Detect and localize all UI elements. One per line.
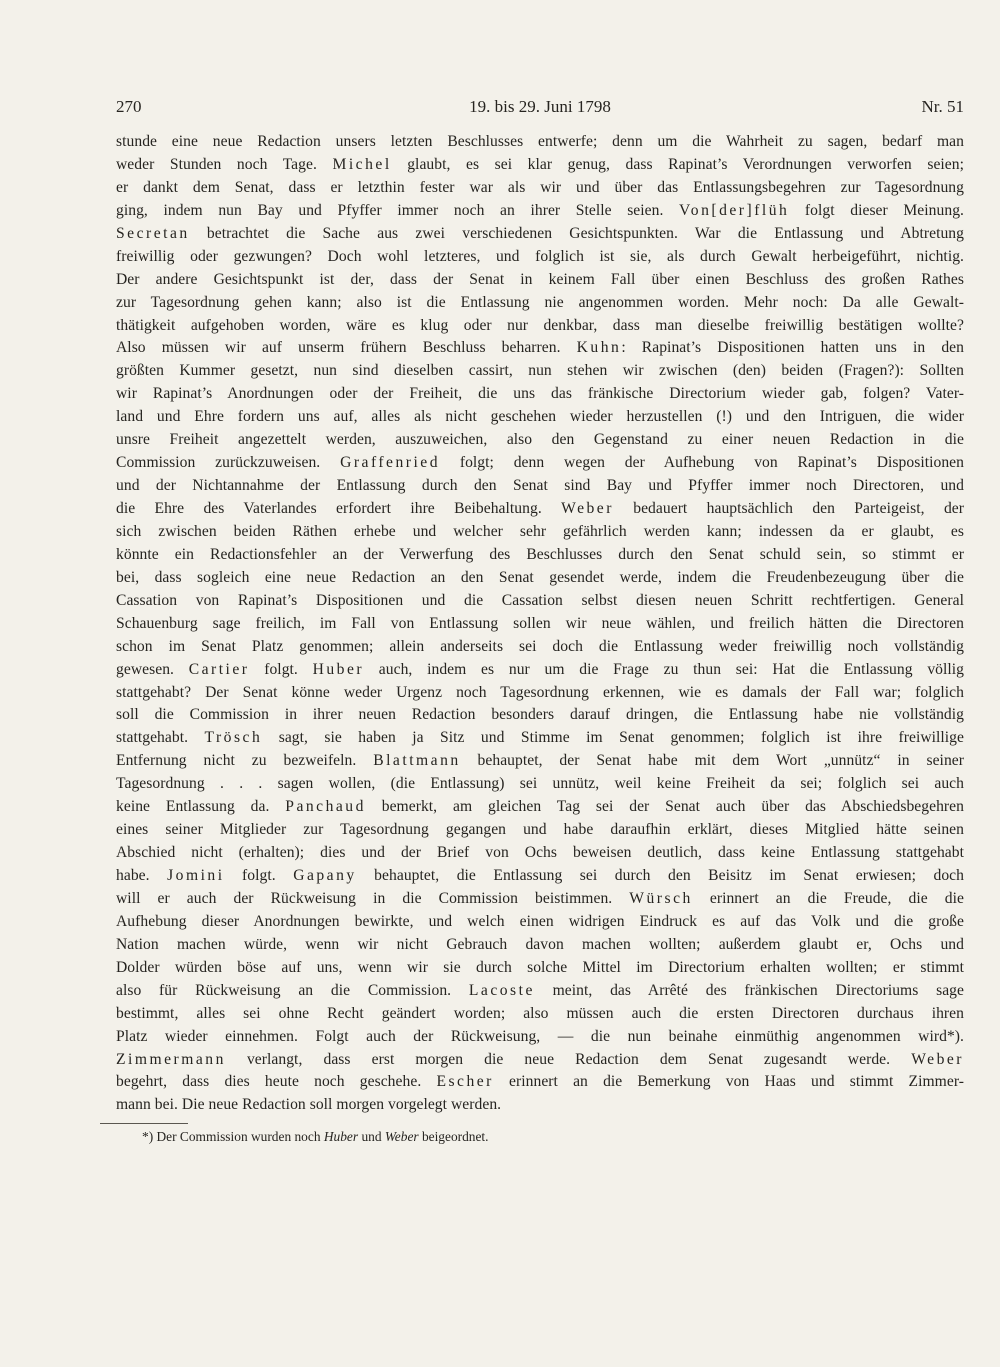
text-run: mann bei. Die neue Redaction soll morgen vorgelegt werden. <box>116 1096 502 1114</box>
body-text <box>116 131 964 1117</box>
text-run: Commission zurückzuweisen. <box>116 454 341 472</box>
footnote-text-end: beigeordnet. <box>418 1129 489 1144</box>
text-run: stunde eine neue Redaction unsers letzten Beschlusses entwerfe; denn um die Wahrheit zu sagen, bedarf man <box>116 133 964 150</box>
text-line <box>116 682 964 705</box>
text-run: Cassation von Rapinat’s Dispositionen und die Cassation selbst diesen neuen Schritt rechtfertigen. General <box>116 591 964 609</box>
text-line <box>116 544 964 567</box>
text-run: bemerkt, am gleichen Tag sei der Senat auch über das Abschiedsbegehren <box>365 798 964 816</box>
footnote-rule <box>100 1123 188 1124</box>
text-run: Entfernung nicht zu bezweifeln. <box>116 752 374 770</box>
page-number: 270 <box>116 97 142 116</box>
text-run: sagt, sie haben ja Sitz und Stimme im Senat genommen; folglich ist ihre freiwillige <box>262 729 965 747</box>
text-line <box>116 498 964 521</box>
speaker-name: Cartier <box>188 660 250 678</box>
text-line <box>116 934 964 957</box>
text-run: Schauenburg sage freilich, im Fall von Entlassung sollen wir neue wählen, und freilich hätten die Directoren <box>116 614 964 632</box>
text-run: Platz wieder einnehmen. Folgt auch der Rückweisung, — die nun beinahe einmüthig angenommen wird*). <box>116 1027 964 1045</box>
text-line <box>116 636 964 659</box>
text-run: unsre Freiheit angezettelt werden, auszuweichen, also den Gegenstand zu einer neuen Redaction in die <box>116 431 964 449</box>
speaker-name: Zimmermann <box>116 1050 226 1068</box>
text-run: folgt. <box>249 660 313 678</box>
text-run: meint, das Arrêté des fränkischen Directoriums sage <box>534 981 964 999</box>
text-run: die Ehre des Vaterlandes erfordert ihre Beibehaltung. <box>116 500 562 517</box>
text-run: Der andere Gesichtspunkt ist der, dass der Senat in keinem Fall über einen Beschluss des großen Rathes <box>116 270 964 288</box>
speaker-name: Panchaud <box>285 798 366 816</box>
text-run: erinnert an die Freude, die die <box>692 889 964 907</box>
speaker-name: Huber <box>312 660 365 678</box>
text-run: land und Ehre fordern uns auf, alles als nicht geschehen wieder herzustellen (!) und den Intriguen, die wider <box>116 408 964 426</box>
text-run: Tagesordnung . . . sagen wollen, (die Entlassung) sei unnütz, weil keine Freiheit da sei; folglich sei auch <box>116 775 964 793</box>
text-line <box>116 1026 964 1049</box>
text-run: soll die Commission in ihrer neuen Redaction besonders darauf dringen, die Entlassung habe nie vollständig <box>116 706 964 724</box>
text-run: Aufhebung dieser Anordnungen bewirkte, und welch einen widrigen Eindruck es auf das Volk und die große <box>116 912 964 930</box>
speaker-name: Graffenried <box>340 454 441 472</box>
text-run: zur Tagesordnung gehen kann; also ist die Entlassung nie angenommen worden. Mehr noch: Da alle Gewalt- <box>116 293 964 311</box>
text-line <box>116 337 964 360</box>
speaker-name: Jomini <box>167 867 225 884</box>
text-run: schon im Senat Platz genommen; allein anderseits sei doch die Entlassung weder freiwillig noch vollständig <box>116 637 964 655</box>
text-line <box>116 246 964 269</box>
text-line <box>116 750 964 773</box>
text-run: größten Kummer gesetzt, nun sind dieselben cassirt, nun stehen wir zwischen (den) beiden (Fragen?): Sollten <box>116 362 964 380</box>
text-run: weder Stunden noch Tage. <box>116 155 333 173</box>
text-run: will er auch der Rückweisung in die Commission beistimmen. <box>116 889 630 907</box>
text-run: behauptet, der Senat habe mit dem Wort „unnütz“ in seiner <box>460 752 964 770</box>
text-line <box>116 154 964 177</box>
text-line <box>116 911 964 934</box>
text-run: folgt. <box>224 867 294 884</box>
speaker-name: Trösch <box>204 729 263 747</box>
text-line <box>116 1049 964 1072</box>
text-run: Nation machen würde, wenn wir nicht Gebrauch davon machen wollten; außerdem glaubt er, Ochs und <box>116 935 964 953</box>
text-run: ging, indem nun Bay und Pfyffer immer noch an ihrer Stelle seien. <box>116 201 680 219</box>
text-run: thätigkeit aufgehoben worden, wäre es klug oder nur denkbar, dass man dieselbe freiwillig bestätigen wollte? <box>116 316 964 334</box>
text-run: eines seiner Mitglieder zur Tagesordnung gegangen und habe daraufhin erklärt, dieses Mitglied hätte seinen <box>116 821 964 839</box>
speaker-name: Von[der]flüh <box>679 201 790 219</box>
text-run: habe. <box>116 867 168 884</box>
text-line <box>116 704 964 727</box>
text-run: bedauert hauptsächlich den Parteigeist, der <box>613 500 964 517</box>
text-line <box>116 223 964 246</box>
footnote-name-weber: Weber <box>384 1129 419 1144</box>
text-run: wir Rapinat’s Anordnungen oder der Freiheit, die uns das fränkische Directorium wieder gab, folgen? Vater- <box>116 385 964 403</box>
speaker-name: Secretan <box>116 224 190 242</box>
text-line <box>116 452 964 475</box>
speaker-name: Kuhn <box>576 339 622 357</box>
text-line <box>116 796 964 819</box>
text-run: freiwillig oder gezwungen? Doch wohl letzteres, und folglich ist sie, als durch Gewalt herbeigeführt, nichtig. <box>116 247 964 265</box>
text-line <box>116 1003 964 1026</box>
text-run: begehrt, dass dies heute noch geschehe. <box>116 1073 437 1091</box>
text-line <box>116 360 964 383</box>
document-number: Nr. 51 <box>921 97 964 116</box>
text-line <box>116 429 964 452</box>
text-line <box>116 521 964 544</box>
text-line <box>116 659 964 682</box>
text-run: Abschied nicht (erhalten); dies und der Brief von Ochs beweisen deutlich, dass keine Entlassung stattgehabt <box>116 844 964 862</box>
text-line <box>116 957 964 980</box>
text-line <box>116 567 964 590</box>
text-run: behauptet, die Entlassung sei durch den Beisitz im Senat erwiesen; doch <box>356 867 964 884</box>
text-line <box>116 406 964 429</box>
text-run: stattgehabt. <box>116 729 205 747</box>
text-line <box>116 888 964 911</box>
text-line <box>116 590 964 613</box>
text-line <box>116 819 964 842</box>
text-run: bei, dass sogleich eine neue Redaction an den Senat gesendet werde, indem die Freudenbezeugung über die <box>116 568 964 586</box>
text-line <box>116 475 964 498</box>
footnote-text-start: *) Der Commission wurden noch <box>142 1129 324 1144</box>
text-line <box>116 131 964 154</box>
text-run: folgt; denn wegen der Aufhebung von Rapinat’s Dispositionen <box>440 454 964 472</box>
speaker-name: Würsch <box>629 889 693 907</box>
speaker-name: Gapany <box>293 867 357 884</box>
speaker-name: Weber <box>561 500 614 517</box>
text-run: stattgehabt? Der Senat könne weder Urgenz noch Tagesordnung erkennen, wie es damals der Fall war; folglich <box>116 683 964 701</box>
text-line <box>116 315 964 338</box>
text-run: erinnert an die Bemerkung von Haas und stimmt Zimmer- <box>493 1073 964 1091</box>
page-header <box>116 97 964 121</box>
header-dates: 19. bis 29. Juni 1798 <box>469 97 611 116</box>
text-line <box>116 200 964 223</box>
text-line <box>116 727 964 750</box>
speaker-name: Michel <box>332 155 392 173</box>
text-run: auch, indem es nur um die Frage zu thun sei: Hat die Entlassung völlig <box>364 660 965 678</box>
text-run: keine Entlassung da. <box>116 798 286 816</box>
text-line <box>116 773 964 796</box>
text-line <box>116 383 964 406</box>
footnote-text-middle: und <box>358 1129 385 1144</box>
text-run: Dolder würden böse auf uns, wenn wir sie durch solche Mittel im Directorium erhalten wollten; er stimmt <box>116 958 964 976</box>
text-run: folgt dieser Meinung. <box>789 201 964 219</box>
text-run: verlangt, dass erst morgen die neue Redaction dem Senat zugesandt werde. <box>225 1050 912 1068</box>
text-run: er dankt dem Senat, dass er letzthin fester war als wir und über das Entlassungsbegehren zur Tagesordnung <box>116 178 964 196</box>
text-line <box>116 613 964 636</box>
text-line <box>116 292 964 315</box>
text-run: bestimmt, alles sei ohne Recht geändert worden; also müssen auch die ersten Directoren durchaus ihren <box>116 1004 964 1022</box>
text-line <box>116 842 964 865</box>
speaker-name: Blattmann <box>373 752 461 770</box>
speaker-name: Lacoste <box>468 981 535 999</box>
text-run: Also müssen wir auf unserm frühern Beschluss beharren. <box>116 339 577 357</box>
text-line <box>116 1094 964 1117</box>
speaker-name: Escher <box>436 1073 494 1091</box>
text-run: glaubt, es sei klar genug, dass Rapinat’s Verordnungen verworfen seien; <box>391 155 964 173</box>
text-line <box>116 865 964 888</box>
text-run: und der Nichtannahme der Entlassung durch den Senat sind Bay und Pfyffer immer noch Directoren, und <box>116 477 964 495</box>
text-run: : Rapinat’s Dispositionen hatten uns in den <box>621 339 964 357</box>
text-line <box>116 980 964 1003</box>
text-line <box>116 269 964 292</box>
footnote <box>142 1129 489 1145</box>
footnote-name-huber: Huber <box>323 1129 359 1144</box>
text-run: könnte ein Redactionsfehler an der Verwerfung des Beschlusses durch den Senat schuld sein, so stimmt er <box>116 545 964 563</box>
text-run: also für Rückweisung an die Commission. <box>116 981 469 999</box>
text-run: betrachtet die Sache aus zwei verschiedenen Gesichtspunkten. War die Entlassung und Abtretung <box>189 224 964 242</box>
text-run: gewesen. <box>116 660 189 678</box>
speaker-name: Weber <box>911 1050 964 1068</box>
text-run: sich zwischen beiden Räthen erhebe und welcher sehr gefährlich werden kann; indessen da er glaubt, es <box>116 522 964 540</box>
text-line <box>116 1071 964 1094</box>
text-line <box>116 177 964 200</box>
